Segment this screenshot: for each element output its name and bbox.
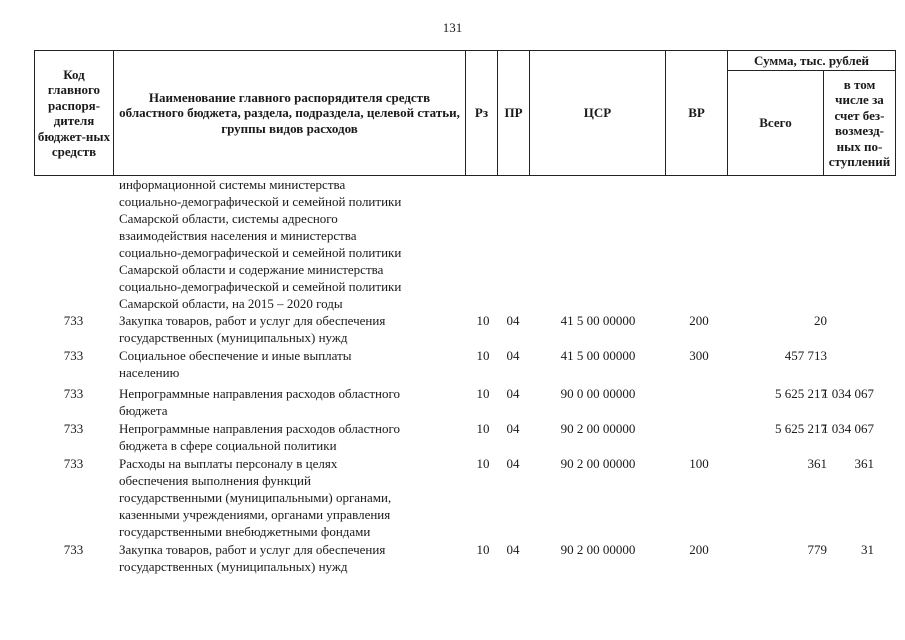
csr-cell: 90 2 00 00000: [560, 421, 636, 436]
header-total: Всего: [728, 71, 824, 176]
table-row: [34, 312, 862, 347]
name-line: государственных (муниципальных) нужд: [119, 559, 348, 574]
table-row: [34, 420, 874, 455]
table-row: [34, 455, 874, 541]
pr-cell: 04: [506, 421, 520, 436]
rz-cell: 10: [476, 542, 490, 557]
vr-cell: 200: [689, 542, 709, 557]
header-pr: ПР: [498, 51, 530, 176]
table-row: [34, 347, 862, 382]
total-cell: 5 625 217: [775, 386, 827, 401]
table-row: [34, 385, 874, 420]
name-line: Закупка товаров, работ и услуг для обеспечения: [119, 542, 386, 557]
continuation-line: социально-демографической и семейной политики: [119, 279, 402, 294]
name-line: Непрограммные направления расходов областного: [119, 421, 400, 436]
continuation-line: социально-демографической и семейной политики: [119, 245, 402, 260]
name-line: государственными (муниципальными) органами,: [119, 490, 392, 505]
header-rz: Рз: [466, 51, 498, 176]
continuation-line: информационной системы министерства: [119, 177, 346, 192]
header-incl-free: в том числе за счет без-возмезд-ных по-ступлений: [824, 71, 896, 176]
header-csr: ЦСР: [530, 51, 666, 176]
code-cell: 733: [63, 386, 84, 401]
name-line: бюджета: [119, 403, 168, 418]
header-code: Код главного распоря-дителя бюджет-ных средств: [35, 51, 114, 176]
page-number: 131: [442, 20, 463, 35]
continuation-line: взаимодействия населения и министерства: [119, 228, 357, 243]
code-cell: 733: [63, 456, 84, 471]
code-cell: 733: [63, 348, 84, 363]
vr-cell: 200: [689, 313, 709, 328]
continuation-line: Самарской области, системы адресного: [119, 211, 338, 226]
continuation-line: Самарской области и содержание министерства: [119, 262, 384, 277]
name-line: обеспечения выполнения функций: [119, 473, 311, 488]
total-cell: 779: [807, 542, 827, 557]
table-row: [34, 541, 874, 576]
name-line: бюджета в сфере социальной политики: [119, 438, 337, 453]
vr-cell: 300: [689, 348, 709, 363]
header-name: Наименование главного распорядителя средств областного бюджета, раздела, подраздела, целевой статьи, группы видов расходов: [114, 51, 466, 176]
code-cell: 733: [63, 313, 84, 328]
csr-cell: 90 0 00 00000: [560, 386, 636, 401]
rz-cell: 10: [476, 386, 490, 401]
rz-cell: 10: [476, 313, 490, 328]
csr-cell: 90 2 00 00000: [560, 456, 636, 471]
header-vr: ВР: [666, 51, 728, 176]
rz-cell: 10: [476, 421, 490, 436]
pr-cell: 04: [506, 313, 520, 328]
name-line: казенными учреждениями, органами управления: [119, 507, 391, 522]
continuation-line: социально-демографической и семейной политики: [119, 194, 402, 209]
total-cell: 5 625 217: [775, 421, 827, 436]
csr-cell: 41 5 00 00000: [560, 313, 636, 328]
vr-cell: 100: [689, 456, 709, 471]
name-line: государственными внебюджетными фондами: [119, 524, 371, 539]
pr-cell: 04: [506, 386, 520, 401]
continuation-line: Самарской области, на 2015 – 2020 годы: [119, 296, 343, 311]
name-line: государственных (муниципальных) нужд: [119, 330, 348, 345]
header-sum: Сумма, тыс. рублей: [728, 51, 896, 71]
free-cell: 1 034 067: [822, 386, 874, 401]
table-body: [34, 176, 874, 576]
name-line: населению: [119, 365, 180, 380]
code-cell: 733: [63, 542, 84, 557]
rz-cell: 10: [476, 348, 490, 363]
name-line: Непрограммные направления расходов областного: [119, 386, 400, 401]
name-line: Социальное обеспечение и иные выплаты: [119, 348, 352, 363]
name-line: Закупка товаров, работ и услуг для обеспечения: [119, 313, 386, 328]
free-cell: 1 034 067: [822, 421, 874, 436]
free-cell: 361: [854, 456, 874, 471]
total-cell: 20: [814, 313, 827, 328]
code-cell: 733: [63, 421, 84, 436]
total-cell: 361: [807, 456, 827, 471]
csr-cell: 90 2 00 00000: [560, 542, 636, 557]
rz-cell: 10: [476, 456, 490, 471]
csr-cell: 41 5 00 00000: [560, 348, 636, 363]
pr-cell: 04: [506, 348, 520, 363]
name-line: Расходы на выплаты персоналу в целях: [119, 456, 338, 471]
table-header: [34, 50, 896, 176]
free-cell: 31: [861, 542, 874, 557]
total-cell: 457 713: [784, 348, 827, 363]
pr-cell: 04: [506, 456, 520, 471]
pr-cell: 04: [506, 542, 520, 557]
continuation-text: [34, 176, 862, 312]
